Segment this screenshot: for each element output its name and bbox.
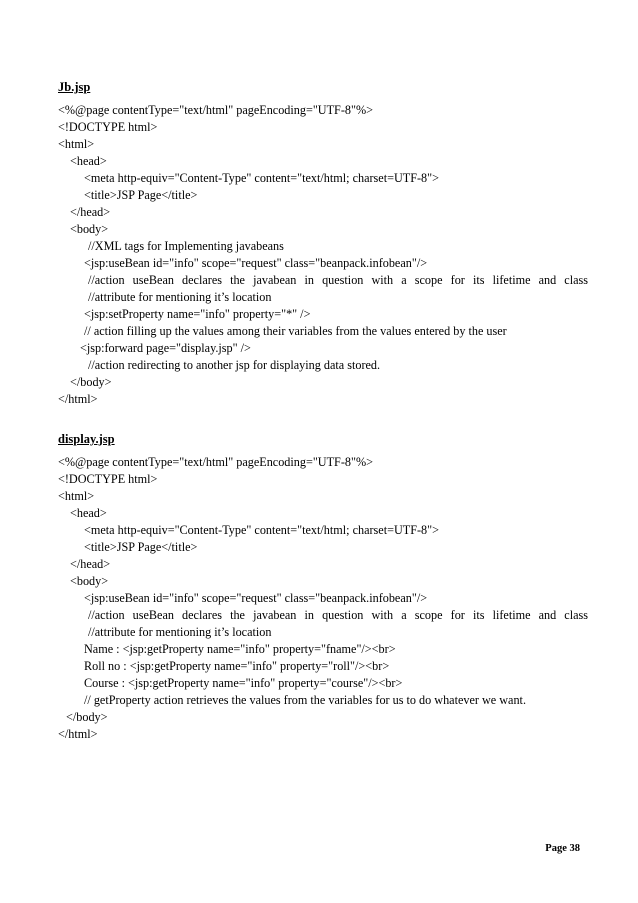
- code-line: <%@page contentType="text/html" pageEncoding="UTF-8"%>: [58, 103, 373, 117]
- section-heading: display.jsp: [58, 432, 115, 446]
- code-line: // action filling up the values among their variables from the values entered by the user: [84, 324, 507, 338]
- code-line: </body>: [66, 710, 108, 724]
- code-line: </head>: [70, 205, 111, 219]
- code-line: </html>: [58, 392, 98, 406]
- code-line: </head>: [70, 557, 111, 571]
- code-line: //action useBean declares the javabean in question with a scope for its lifetime and class: [88, 608, 588, 622]
- code-line: <body>: [70, 222, 109, 236]
- section-heading: Jb.jsp: [58, 80, 91, 94]
- code-line: <meta http-equiv="Content-Type" content="text/html; charset=UTF-8">: [84, 523, 439, 537]
- code-line: //action useBean declares the javabean in question with a scope for its lifetime and class: [88, 273, 588, 287]
- code-line: <body>: [70, 574, 109, 588]
- code-line: <jsp:forward page="display.jsp" />: [80, 341, 251, 355]
- code-section-jb-jsp: [58, 79, 588, 408]
- code-line: <%@page contentType="text/html" pageEncoding="UTF-8"%>: [58, 455, 373, 469]
- code-line: </body>: [70, 375, 112, 389]
- code-line: // getProperty action retrieves the values from the variables for us to do whatever we want.: [84, 693, 526, 707]
- code-line: Roll no : <jsp:getProperty name="info" property="roll"/><br>: [84, 659, 390, 673]
- code-line: <jsp:useBean id="info" scope="request" class="beanpack.infobean"/>: [84, 256, 428, 270]
- code-line: <html>: [58, 489, 95, 503]
- code-line: <meta http-equiv="Content-Type" content="text/html; charset=UTF-8">: [84, 171, 439, 185]
- code-line: <jsp:useBean id="info" scope="request" class="beanpack.infobean"/>: [84, 591, 428, 605]
- code-line: <head>: [70, 154, 107, 168]
- code-line: //action redirecting to another jsp for displaying data stored.: [88, 358, 381, 372]
- code-line: <title>JSP Page</title>: [84, 540, 198, 554]
- code-line: Course : <jsp:getProperty name="info" property="course"/><br>: [84, 676, 403, 690]
- code-section-display-jsp: [58, 431, 588, 743]
- page-number: Page 38: [545, 843, 580, 854]
- code-line: <!DOCTYPE html>: [58, 120, 158, 134]
- code-line: //XML tags for Implementing javabeans: [88, 239, 284, 253]
- code-line: <jsp:setProperty name="info" property="*" />: [84, 307, 311, 321]
- code-block: [58, 454, 588, 743]
- code-block: [58, 102, 588, 408]
- code-line: Name : <jsp:getProperty name="info" property="fname"/><br>: [84, 642, 396, 656]
- code-line: <!DOCTYPE html>: [58, 472, 158, 486]
- code-line: <html>: [58, 137, 95, 151]
- code-line: //attribute for mentioning it’s location: [88, 625, 272, 639]
- code-line: </html>: [58, 727, 98, 741]
- code-line: //attribute for mentioning it’s location: [88, 290, 272, 304]
- code-line: <title>JSP Page</title>: [84, 188, 198, 202]
- code-line: <head>: [70, 506, 107, 520]
